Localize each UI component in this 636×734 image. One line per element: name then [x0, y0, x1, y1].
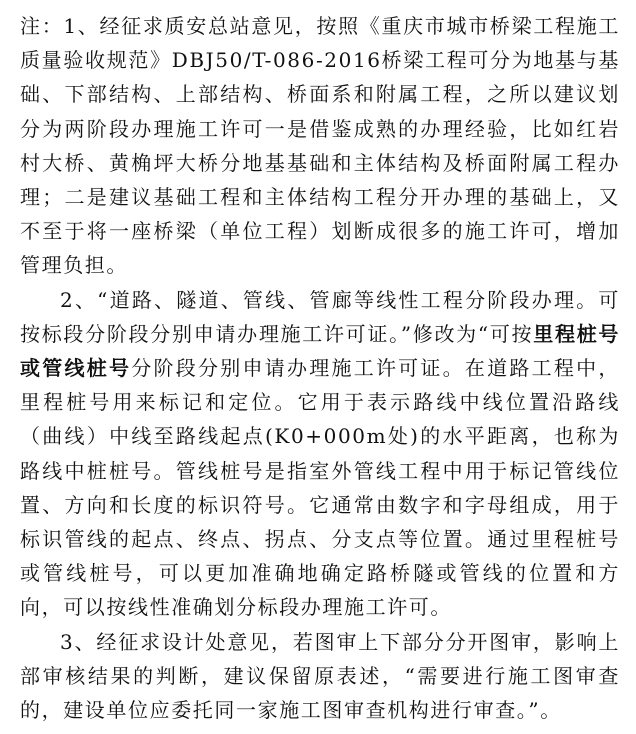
- item-2-bold-term: 里程桩号或管线桩号: [20, 321, 621, 381]
- note-paragraph: [20, 9, 620, 283]
- item-2-text-end: 分阶段分别申请办理施工许可证。在道路工程中，里程桩号用来标记和定位。它用于表示路线中线位置沿路线（曲线）中线至路线起点(K0+000m处)的水平距离，也称为路线中桩桩号。管线桩号是指室外管线工程中用于标记管线位置、方向和长度的标识符号。它通常由数字和字母组成，用于标识管线的起点、终点、拐点、分支点等位置。通过里程桩号或管线桩号，可以更加准确地确定路桥隧或管线的位置和方向，可以按线性准确划分标段办理施工许可。: [20, 356, 621, 620]
- item-3-text: 3、经征求设计处意见，若图审上下部分分开图审，影响上部审核结果的判断，建议保留原表述，“需要进行施工图审查的，建设单位应委托同一家施工图审查机构进行审查。”。: [20, 629, 620, 723]
- item-2-text-start: 2、“道路、隧道、管线、管廊等线性工程分阶段办理。可按标段分阶段分别申请办理施工许可证。”修改为“可按: [20, 287, 620, 346]
- note-text: 注：1、经征求质安总站意见，按照《重庆市城市桥梁工程施工质量验收规范》DBJ50/T-086-2016桥梁工程可分为地基与基础、下部结构、上部结构、桥面系和附属工程，之所以建议划分为两阶段办理施工许可一是借鉴成熟的办理经验，比如红岩村大桥、黄桷坪大桥分地基基础和主体结构及桥面附属工程办理；二是建议基础工程和主体结构工程分开办理的基础上，又不至于将一座桥梁（单位工程）划断成很多的施工许可，增加管理负担。: [20, 14, 620, 278]
- item-3-paragraph: [20, 625, 620, 728]
- item-2-paragraph: [20, 283, 620, 625]
